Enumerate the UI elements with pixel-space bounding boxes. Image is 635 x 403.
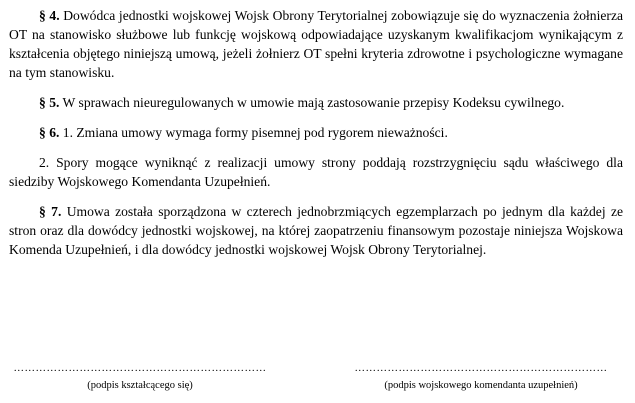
paragraph-section-6-point-2 (9, 153, 623, 191)
paragraph-text: 1. Zmiana umowy wymaga formy pisemnej pod rygorem nieważności. (59, 125, 448, 140)
signature-caption: (podpis kształcącego się) (87, 380, 193, 391)
paragraph-text: 2. Spory mogące wyniknąć z realizacji umowy strony poddają rozstrzygnięciu sądu właściwego dla siedziby Wojskowego Komendanta Uzupełnień. (9, 155, 623, 189)
signature-line: …………………………………………………………… (13, 363, 267, 374)
signature-line: …………………………………………………………… (354, 363, 608, 374)
contract-text (9, 6, 623, 259)
paragraph-section-4 (9, 6, 623, 82)
section-number: § 5. (39, 95, 60, 110)
paragraph-section-5 (9, 93, 623, 112)
section-number: § 4. (39, 8, 60, 23)
signature-commander (339, 362, 623, 393)
paragraph-section-6-point-1 (9, 123, 623, 142)
section-number: § 6. (39, 125, 60, 140)
paragraph-text: Dowódca jednostki wojskowej Wojsk Obrony Terytorialnej zobowiązuje się do wyznaczenia żołnierza OT na stanowisko służbowe lub funkcję wojskową odpowiadające uzyskanym kwalifikacjom wynikającym z kształcenia objętego niniejszą umową, jeżeli żołnierz OT spełni kryteria zdrowotne i psychologiczne wymagane na tym stanowisku. (9, 8, 624, 80)
paragraph-text: Umowa została sporządzona w czterech jednobrzmiących egzemplarzach po jednym dla każdej ze stron oraz dla dowódcy jednostki wojskowej, na której zaopatrzeniu finansowym pozostaje niniejsza Wojskowa Komenda Uzupełnień, i dla dowódcy jednostki wojskowej Wojsk Obrony Terytorialnej. (9, 204, 624, 257)
signature-student (9, 362, 271, 393)
section-number: § 7. (39, 204, 62, 219)
paragraph-section-7 (9, 202, 623, 259)
paragraph-text: W sprawach nieuregulowanych w umowie mają zastosowanie przepisy Kodeksu cywilnego. (59, 95, 565, 110)
signature-caption: (podpis wojskowego komendanta uzupełnień) (384, 380, 578, 391)
